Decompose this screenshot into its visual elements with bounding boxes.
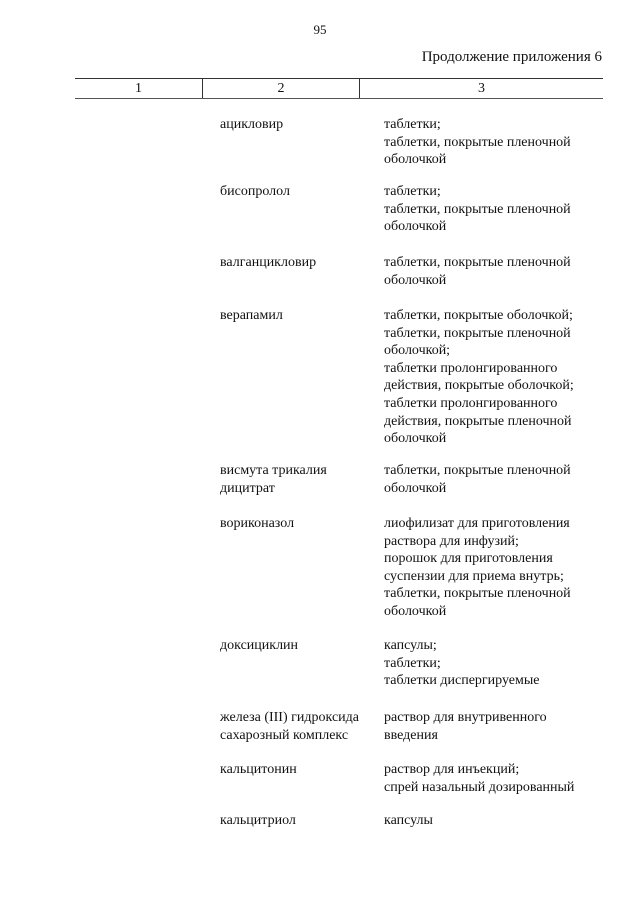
- drug-name-line: сахарозный комплекс: [220, 727, 349, 743]
- dosage-form-line: таблетки, покрытые пленочной: [384, 255, 571, 270]
- drug-name-line: доксициклин: [220, 638, 299, 653]
- column-1-header: 1: [75, 79, 203, 98]
- dosage-form-line: оболочкой: [384, 272, 447, 288]
- dosage-form-line: таблетки диспергируемые: [384, 673, 540, 689]
- drug-name: [220, 515, 370, 533]
- dosage-form-line: таблетки;: [384, 184, 441, 199]
- dosage-forms: [384, 462, 614, 497]
- drug-name-line: бисопролол: [220, 184, 290, 199]
- dosage-forms: [384, 709, 614, 744]
- drug-name: [220, 709, 370, 744]
- dosage-forms: [384, 116, 614, 169]
- drug-name-line: дицитрат: [220, 480, 275, 496]
- dosage-forms: [384, 761, 614, 796]
- dosage-form-line: раствор для внутривенного: [384, 710, 547, 725]
- dosage-form-line: оболочкой: [384, 480, 447, 496]
- drug-name-line: железа (III) гидроксида: [220, 710, 359, 725]
- dosage-form-line: суспензии для приема внутрь;: [384, 568, 564, 584]
- dosage-form-line: лиофилизат для приготовления: [384, 516, 570, 531]
- dosage-form-line: введения: [384, 727, 438, 743]
- drug-name-line: вориконазол: [220, 516, 295, 531]
- dosage-form-line: оболочкой;: [384, 343, 451, 359]
- dosage-form-line: таблетки, покрытые пленочной: [384, 134, 571, 150]
- drug-name-line: кальцитриол: [220, 813, 296, 828]
- dosage-form-line: таблетки, покрытые пленочной: [384, 463, 571, 478]
- dosage-forms: [384, 307, 614, 448]
- drug-name-line: верапамил: [220, 308, 283, 323]
- dosage-form-line: таблетки, покрытые пленочной: [384, 325, 571, 341]
- dosage-form-line: порошок для приготовления: [384, 551, 553, 567]
- column-3-header: 3: [478, 81, 485, 96]
- drug-name: [220, 254, 370, 272]
- dosage-form-line: раствор для инъекций;: [384, 762, 520, 777]
- drug-name-line: ацикловир: [220, 117, 284, 132]
- table-header: [75, 78, 603, 99]
- dosage-form-line: оболочкой: [384, 431, 447, 447]
- drug-name: [220, 116, 370, 134]
- dosage-form-line: таблетки, покрытые оболочкой;: [384, 308, 573, 323]
- column-2-header: 2: [203, 79, 360, 98]
- page-number: 95: [313, 22, 327, 37]
- dosage-forms: [384, 637, 614, 690]
- dosage-forms: [384, 254, 614, 289]
- dosage-form-line: оболочкой: [384, 152, 447, 168]
- dosage-form-line: оболочкой: [384, 219, 447, 235]
- drug-name: [220, 183, 370, 201]
- dosage-forms: [384, 183, 614, 236]
- dosage-form-line: таблетки;: [384, 117, 441, 132]
- dosage-forms: [384, 515, 614, 621]
- dosage-form-line: действия, покрытые оболочкой;: [384, 378, 574, 394]
- drug-name-line: кальцитонин: [220, 762, 297, 777]
- dosage-form-line: спрей назальный дозированный: [384, 779, 575, 795]
- dosage-form-line: таблетки пролонгированного: [384, 360, 558, 376]
- dosage-form-line: таблетки, покрытые пленочной: [384, 201, 571, 217]
- drug-name: [220, 812, 370, 830]
- dosage-form-line: капсулы;: [384, 638, 437, 653]
- dosage-form-line: таблетки;: [384, 655, 441, 671]
- dosage-form-line: таблетки пролонгированного: [384, 395, 558, 411]
- drug-name-line: валганцикловир: [220, 255, 317, 270]
- drug-name: [220, 462, 370, 497]
- dosage-form-line: оболочкой: [384, 603, 447, 619]
- dosage-form-line: действия, покрытые пленочной: [384, 413, 572, 429]
- drug-name: [220, 637, 370, 655]
- drug-name: [220, 761, 370, 779]
- continuation-caption: Продолжение приложения 6: [421, 49, 602, 65]
- drug-name: [220, 307, 370, 325]
- dosage-forms: [384, 812, 614, 830]
- dosage-form-line: таблетки, покрытые пленочной: [384, 586, 571, 602]
- dosage-form-line: капсулы: [384, 813, 433, 828]
- drug-name-line: висмута трикалия: [220, 463, 327, 478]
- dosage-form-line: раствора для инфузий;: [384, 533, 519, 549]
